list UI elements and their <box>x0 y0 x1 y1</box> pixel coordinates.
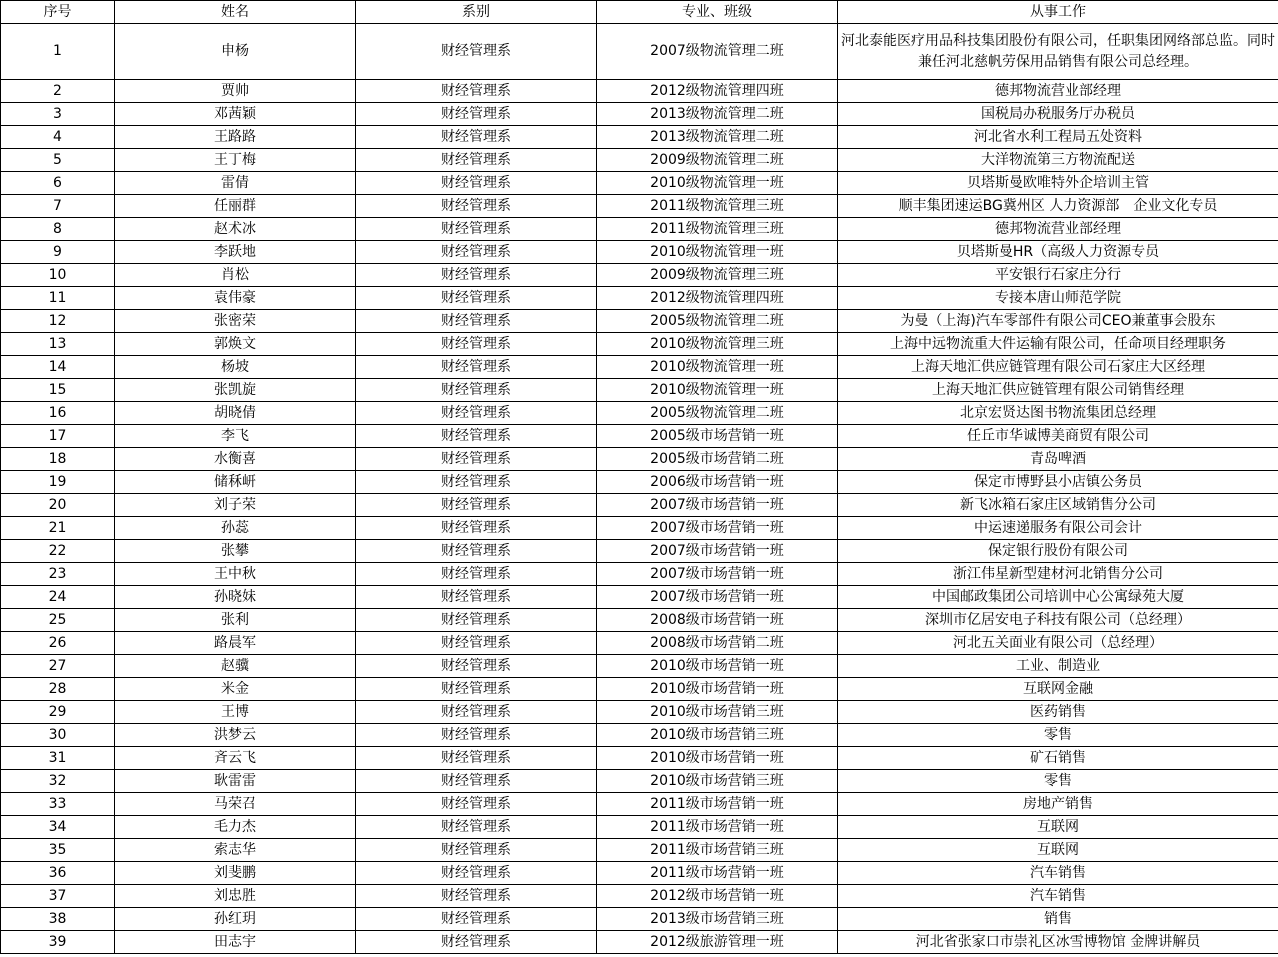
cell-department: 财经管理系 <box>356 655 597 678</box>
table-row <box>1 241 1278 264</box>
cell-department: 财经管理系 <box>356 540 597 563</box>
cell-name: 贾帅 <box>115 80 356 103</box>
cell-index: 25 <box>1 609 115 632</box>
cell-major-class: 2010级物流管理一班 <box>597 241 838 264</box>
table-row <box>1 172 1278 195</box>
table-row <box>1 747 1278 770</box>
cell-index: 39 <box>1 931 115 954</box>
cell-name: 索志华 <box>115 839 356 862</box>
cell-name: 孙红玥 <box>115 908 356 931</box>
cell-major-class: 2011级物流管理三班 <box>597 195 838 218</box>
cell-name: 王博 <box>115 701 356 724</box>
cell-name: 张凯旋 <box>115 379 356 402</box>
cell-department: 财经管理系 <box>356 494 597 517</box>
cell-occupation: 汽车销售 <box>838 862 1278 885</box>
table-row <box>1 333 1278 356</box>
table-row <box>1 126 1278 149</box>
table-row <box>1 724 1278 747</box>
cell-index: 22 <box>1 540 115 563</box>
cell-occupation: 河北省水利工程局五处资料 <box>838 126 1278 149</box>
cell-major-class: 2010级市场营销一班 <box>597 747 838 770</box>
table-row <box>1 24 1278 80</box>
table-row <box>1 195 1278 218</box>
cell-name: 马荣召 <box>115 793 356 816</box>
cell-major-class: 2011级物流管理三班 <box>597 218 838 241</box>
cell-department: 财经管理系 <box>356 747 597 770</box>
cell-occupation: 德邦物流营业部经理 <box>838 80 1278 103</box>
cell-department: 财经管理系 <box>356 80 597 103</box>
cell-department: 财经管理系 <box>356 448 597 471</box>
cell-index: 38 <box>1 908 115 931</box>
cell-major-class: 2010级物流管理三班 <box>597 333 838 356</box>
cell-name: 李跃地 <box>115 241 356 264</box>
cell-occupation: 零售 <box>838 770 1278 793</box>
cell-name: 申杨 <box>115 24 356 80</box>
cell-index: 7 <box>1 195 115 218</box>
cell-name: 米金 <box>115 678 356 701</box>
cell-department: 财经管理系 <box>356 793 597 816</box>
cell-occupation: 德邦物流营业部经理 <box>838 218 1278 241</box>
cell-occupation: 任丘市华诚博美商贸有限公司 <box>838 425 1278 448</box>
cell-major-class: 2013级物流管理二班 <box>597 126 838 149</box>
cell-department: 财经管理系 <box>356 172 597 195</box>
cell-major-class: 2008级市场营销一班 <box>597 609 838 632</box>
cell-major-class: 2007级市场营销一班 <box>597 540 838 563</box>
header-department: 系别 <box>356 1 597 24</box>
cell-department: 财经管理系 <box>356 195 597 218</box>
cell-department: 财经管理系 <box>356 356 597 379</box>
cell-major-class: 2013级物流管理二班 <box>597 103 838 126</box>
table-row <box>1 379 1278 402</box>
cell-name: 刘子荣 <box>115 494 356 517</box>
cell-major-class: 2012级物流管理四班 <box>597 80 838 103</box>
cell-major-class: 2012级物流管理四班 <box>597 287 838 310</box>
cell-index: 29 <box>1 701 115 724</box>
header-row <box>1 1 1278 24</box>
cell-index: 12 <box>1 310 115 333</box>
cell-major-class: 2005级市场营销二班 <box>597 448 838 471</box>
cell-index: 5 <box>1 149 115 172</box>
table-row <box>1 793 1278 816</box>
cell-name: 张攀 <box>115 540 356 563</box>
cell-occupation: 浙江伟星新型建材河北销售分公司 <box>838 563 1278 586</box>
cell-department: 财经管理系 <box>356 103 597 126</box>
cell-major-class: 2007级市场营销一班 <box>597 586 838 609</box>
cell-department: 财经管理系 <box>356 425 597 448</box>
header-name: 姓名 <box>115 1 356 24</box>
cell-department: 财经管理系 <box>356 586 597 609</box>
table-row <box>1 931 1278 954</box>
cell-department: 财经管理系 <box>356 770 597 793</box>
cell-index: 31 <box>1 747 115 770</box>
cell-occupation: 上海天地汇供应链管理有限公司销售经理 <box>838 379 1278 402</box>
cell-occupation: 上海中远物流重大件运输有限公司，任命项目经理职务 <box>838 333 1278 356</box>
cell-major-class: 2013级市场营销三班 <box>597 908 838 931</box>
cell-occupation: 中运速递服务有限公司会计 <box>838 517 1278 540</box>
cell-name: 田志宇 <box>115 931 356 954</box>
cell-department: 财经管理系 <box>356 908 597 931</box>
cell-department: 财经管理系 <box>356 126 597 149</box>
table-row <box>1 563 1278 586</box>
cell-major-class: 2012级旅游管理一班 <box>597 931 838 954</box>
cell-name: 肖松 <box>115 264 356 287</box>
cell-occupation: 医药销售 <box>838 701 1278 724</box>
cell-occupation: 销售 <box>838 908 1278 931</box>
cell-index: 9 <box>1 241 115 264</box>
cell-major-class: 2011级市场营销三班 <box>597 839 838 862</box>
cell-department: 财经管理系 <box>356 264 597 287</box>
table-row <box>1 609 1278 632</box>
cell-department: 财经管理系 <box>356 517 597 540</box>
cell-major-class: 2007级市场营销一班 <box>597 494 838 517</box>
cell-index: 33 <box>1 793 115 816</box>
table-row <box>1 839 1278 862</box>
cell-name: 张密荣 <box>115 310 356 333</box>
cell-index: 13 <box>1 333 115 356</box>
cell-department: 财经管理系 <box>356 885 597 908</box>
table-row <box>1 540 1278 563</box>
cell-department: 财经管理系 <box>356 287 597 310</box>
cell-department: 财经管理系 <box>356 310 597 333</box>
cell-index: 6 <box>1 172 115 195</box>
cell-major-class: 2006级市场营销一班 <box>597 471 838 494</box>
cell-department: 财经管理系 <box>356 931 597 954</box>
cell-department: 财经管理系 <box>356 24 597 80</box>
cell-name: 刘斐鹏 <box>115 862 356 885</box>
cell-major-class: 2010级市场营销一班 <box>597 678 838 701</box>
cell-index: 2 <box>1 80 115 103</box>
cell-department: 财经管理系 <box>356 632 597 655</box>
cell-index: 18 <box>1 448 115 471</box>
cell-occupation: 贝塔斯曼欧唯特外企培训主管 <box>838 172 1278 195</box>
cell-occupation: 河北省张家口市崇礼区冰雪博物馆 金牌讲解员 <box>838 931 1278 954</box>
cell-department: 财经管理系 <box>356 816 597 839</box>
cell-major-class: 2010级物流管理一班 <box>597 172 838 195</box>
cell-index: 35 <box>1 839 115 862</box>
cell-index: 15 <box>1 379 115 402</box>
cell-occupation: 汽车销售 <box>838 885 1278 908</box>
cell-department: 财经管理系 <box>356 333 597 356</box>
cell-major-class: 2010级物流管理一班 <box>597 356 838 379</box>
header-major-class: 专业、班级 <box>597 1 838 24</box>
table-row <box>1 103 1278 126</box>
cell-name: 邓茜颖 <box>115 103 356 126</box>
cell-index: 8 <box>1 218 115 241</box>
cell-occupation: 顺丰集团速运BG冀州区 人力资源部 企业文化专员 <box>838 195 1278 218</box>
cell-occupation: 贝塔斯曼HR（高级人力资源专员 <box>838 241 1278 264</box>
cell-index: 14 <box>1 356 115 379</box>
cell-major-class: 2007级市场营销一班 <box>597 563 838 586</box>
cell-name: 郭焕文 <box>115 333 356 356</box>
cell-name: 孙蕊 <box>115 517 356 540</box>
table-row <box>1 402 1278 425</box>
cell-department: 财经管理系 <box>356 839 597 862</box>
cell-index: 30 <box>1 724 115 747</box>
cell-index: 3 <box>1 103 115 126</box>
table-row <box>1 310 1278 333</box>
cell-major-class: 2005级物流管理二班 <box>597 310 838 333</box>
cell-major-class: 2007级市场营销一班 <box>597 517 838 540</box>
cell-index: 20 <box>1 494 115 517</box>
cell-index: 23 <box>1 563 115 586</box>
cell-department: 财经管理系 <box>356 701 597 724</box>
header-index: 序号 <box>1 1 115 24</box>
table-body <box>1 24 1278 954</box>
cell-index: 36 <box>1 862 115 885</box>
cell-major-class: 2011级市场营销一班 <box>597 862 838 885</box>
table-row <box>1 356 1278 379</box>
cell-major-class: 2007级物流管理二班 <box>597 24 838 80</box>
table-row <box>1 862 1278 885</box>
table-row <box>1 80 1278 103</box>
cell-index: 16 <box>1 402 115 425</box>
cell-index: 19 <box>1 471 115 494</box>
cell-occupation: 河北泰能医疗用品科技集团股份有限公司，任职集团网络部总监。同时兼任河北慈帆劳保用品销售有限公司总经理。 <box>838 24 1278 80</box>
cell-index: 24 <box>1 586 115 609</box>
cell-department: 财经管理系 <box>356 379 597 402</box>
cell-name: 储秝岍 <box>115 471 356 494</box>
cell-name: 李飞 <box>115 425 356 448</box>
cell-index: 10 <box>1 264 115 287</box>
cell-index: 11 <box>1 287 115 310</box>
cell-occupation: 保定银行股份有限公司 <box>838 540 1278 563</box>
cell-department: 财经管理系 <box>356 218 597 241</box>
cell-major-class: 2010级市场营销三班 <box>597 724 838 747</box>
cell-occupation: 北京宏贤达图书物流集团总经理 <box>838 402 1278 425</box>
cell-major-class: 2010级物流管理一班 <box>597 379 838 402</box>
cell-major-class: 2009级物流管理二班 <box>597 149 838 172</box>
cell-name: 杨坡 <box>115 356 356 379</box>
cell-department: 财经管理系 <box>356 402 597 425</box>
cell-name: 赵术冰 <box>115 218 356 241</box>
cell-occupation: 上海天地汇供应链管理有限公司石家庄大区经理 <box>838 356 1278 379</box>
cell-department: 财经管理系 <box>356 471 597 494</box>
table-row <box>1 632 1278 655</box>
table-row <box>1 425 1278 448</box>
cell-occupation: 河北五关面业有限公司（总经理） <box>838 632 1278 655</box>
table-row <box>1 908 1278 931</box>
cell-occupation: 中国邮政集团公司培训中心公寓绿苑大厦 <box>838 586 1278 609</box>
cell-index: 21 <box>1 517 115 540</box>
cell-major-class: 2010级市场营销三班 <box>597 701 838 724</box>
cell-index: 4 <box>1 126 115 149</box>
cell-department: 财经管理系 <box>356 149 597 172</box>
cell-occupation: 新飞冰箱石家庄区域销售分公司 <box>838 494 1278 517</box>
cell-name: 洪梦云 <box>115 724 356 747</box>
cell-name: 赵骥 <box>115 655 356 678</box>
table-row <box>1 586 1278 609</box>
cell-major-class: 2012级市场营销一班 <box>597 885 838 908</box>
cell-major-class: 2005级市场营销一班 <box>597 425 838 448</box>
cell-department: 财经管理系 <box>356 862 597 885</box>
cell-name: 路晨军 <box>115 632 356 655</box>
cell-name: 任丽群 <box>115 195 356 218</box>
cell-major-class: 2011级市场营销一班 <box>597 816 838 839</box>
table-row <box>1 448 1278 471</box>
cell-name: 耿雷雷 <box>115 770 356 793</box>
cell-major-class: 2010级市场营销一班 <box>597 655 838 678</box>
cell-occupation: 专接本唐山师范学院 <box>838 287 1278 310</box>
cell-name: 水衡喜 <box>115 448 356 471</box>
table-row <box>1 678 1278 701</box>
cell-department: 财经管理系 <box>356 241 597 264</box>
cell-name: 孙晓妹 <box>115 586 356 609</box>
table-row <box>1 494 1278 517</box>
table-row <box>1 287 1278 310</box>
cell-major-class: 2009级物流管理三班 <box>597 264 838 287</box>
table-row <box>1 655 1278 678</box>
cell-name: 王路路 <box>115 126 356 149</box>
cell-name: 斉云飞 <box>115 747 356 770</box>
cell-occupation: 互联网 <box>838 816 1278 839</box>
cell-index: 28 <box>1 678 115 701</box>
table-row <box>1 816 1278 839</box>
cell-occupation: 青岛啤酒 <box>838 448 1278 471</box>
cell-occupation: 大洋物流第三方物流配送 <box>838 149 1278 172</box>
cell-occupation: 房地产销售 <box>838 793 1278 816</box>
cell-occupation: 工业、制造业 <box>838 655 1278 678</box>
cell-name: 刘忠胜 <box>115 885 356 908</box>
cell-index: 34 <box>1 816 115 839</box>
cell-occupation: 保定市博野县小店镇公务员 <box>838 471 1278 494</box>
table-row <box>1 517 1278 540</box>
cell-name: 王中秋 <box>115 563 356 586</box>
cell-index: 26 <box>1 632 115 655</box>
cell-name: 雷倩 <box>115 172 356 195</box>
cell-index: 32 <box>1 770 115 793</box>
cell-name: 王丁梅 <box>115 149 356 172</box>
table-row <box>1 264 1278 287</box>
table-row <box>1 149 1278 172</box>
cell-major-class: 2005级物流管理二班 <box>597 402 838 425</box>
cell-index: 1 <box>1 24 115 80</box>
cell-major-class: 2010级市场营销三班 <box>597 770 838 793</box>
cell-department: 财经管理系 <box>356 678 597 701</box>
cell-department: 财经管理系 <box>356 563 597 586</box>
cell-occupation: 深圳市亿居安电子科技有限公司（总经理） <box>838 609 1278 632</box>
cell-name: 毛力杰 <box>115 816 356 839</box>
table-row <box>1 770 1278 793</box>
cell-name: 张利 <box>115 609 356 632</box>
cell-occupation: 平安银行石家庄分行 <box>838 264 1278 287</box>
table-row <box>1 218 1278 241</box>
cell-name: 袁伟豪 <box>115 287 356 310</box>
cell-department: 财经管理系 <box>356 609 597 632</box>
cell-occupation: 国税局办税服务厅办税员 <box>838 103 1278 126</box>
cell-major-class: 2008级市场营销二班 <box>597 632 838 655</box>
cell-occupation: 零售 <box>838 724 1278 747</box>
cell-occupation: 互联网 <box>838 839 1278 862</box>
header-occupation: 从事工作 <box>838 1 1278 24</box>
cell-index: 27 <box>1 655 115 678</box>
cell-occupation: 为曼（上海)汽车零部件有限公司CEO兼董事会股东 <box>838 310 1278 333</box>
cell-name: 胡晓倩 <box>115 402 356 425</box>
table-row <box>1 471 1278 494</box>
cell-major-class: 2011级市场营销一班 <box>597 793 838 816</box>
cell-occupation: 互联网金融 <box>838 678 1278 701</box>
table-row <box>1 701 1278 724</box>
cell-index: 37 <box>1 885 115 908</box>
cell-occupation: 矿石销售 <box>838 747 1278 770</box>
cell-index: 17 <box>1 425 115 448</box>
cell-department: 财经管理系 <box>356 724 597 747</box>
table-row <box>1 885 1278 908</box>
